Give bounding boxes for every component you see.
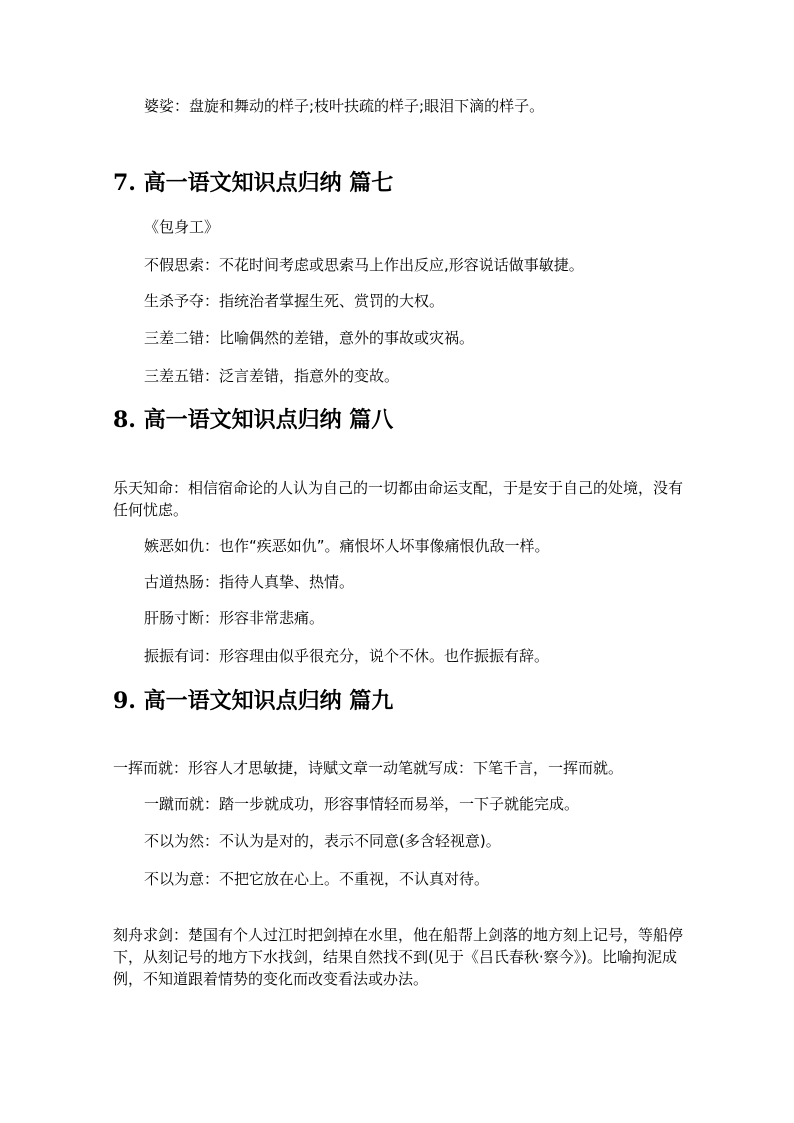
section-8-item-2: 古道热肠：指待人真挚、热情。 (144, 573, 355, 591)
section-9-item-1: 一蹴而就：踏一步就成功，形容事情轻而易举，一下子就能完成。 (144, 795, 580, 813)
section-9-closing: 刻舟求剑：楚国有个人过江时把剑掉在水里，他在船帮上剑落的地方刻上记号，等船停下，从刻记号的地方下水找剑，结果自然找不到(见于《吕氏春秋·察今》)。比喻拘泥成例，不知道跟着情势的变化而改变看法或办法。 (113, 926, 684, 988)
section-7-item-5: 三差五错：泛言差错，指意外的变故。 (144, 367, 400, 385)
intro-line: 婆娑：盘旋和舞动的样子;枝叶扶疏的样子;眼泪下滴的样子。 (144, 97, 545, 115)
section-heading-7: 7. 高一语文知识点归纳 篇七 (113, 170, 394, 196)
section-7-item-1: 《包身工》 (144, 218, 220, 236)
section-8-item-3: 肝肠寸断：形容非常悲痛。 (144, 609, 325, 627)
section-7-item-3: 生杀予夺：指统治者掌握生死、赏罚的大权。 (144, 292, 445, 310)
section-heading-8: 8. 高一语文知识点归纳 篇八 (113, 407, 394, 433)
section-8-item-1: 嫉恶如仇：也作“疾恶如仇”。痛恨坏人坏事像痛恨仇敌一样。 (144, 537, 550, 555)
section-7-item-2: 不假思索：不花时间考虑或思索马上作出反应,形容说话做事敏捷。 (144, 256, 584, 274)
section-7-item-4: 三差二错：比喻偶然的差错，意外的事故或灾祸。 (144, 329, 475, 347)
section-9-lead: 一挥而就：形容人才思敏捷，诗赋文章一动笔就写成：下笔千言，一挥而就。 (113, 759, 624, 777)
section-9-item-3: 不以为意：不把它放在心上。不重视，不认真对待。 (144, 870, 490, 888)
section-8-lead: 乐天知命：相信宿命论的人认为自己的一切都由命运支配，于是安于自己的处境，没有任何忧虑。 (113, 479, 684, 519)
section-heading-9: 9. 高一语文知识点归纳 篇九 (113, 688, 394, 714)
section-9-item-2: 不以为然：不认为是对的，表示不同意(多含轻视意)。 (144, 832, 501, 850)
section-8-item-4: 振振有词：形容理由似乎很充分，说个不休。也作振振有辞。 (144, 647, 550, 665)
